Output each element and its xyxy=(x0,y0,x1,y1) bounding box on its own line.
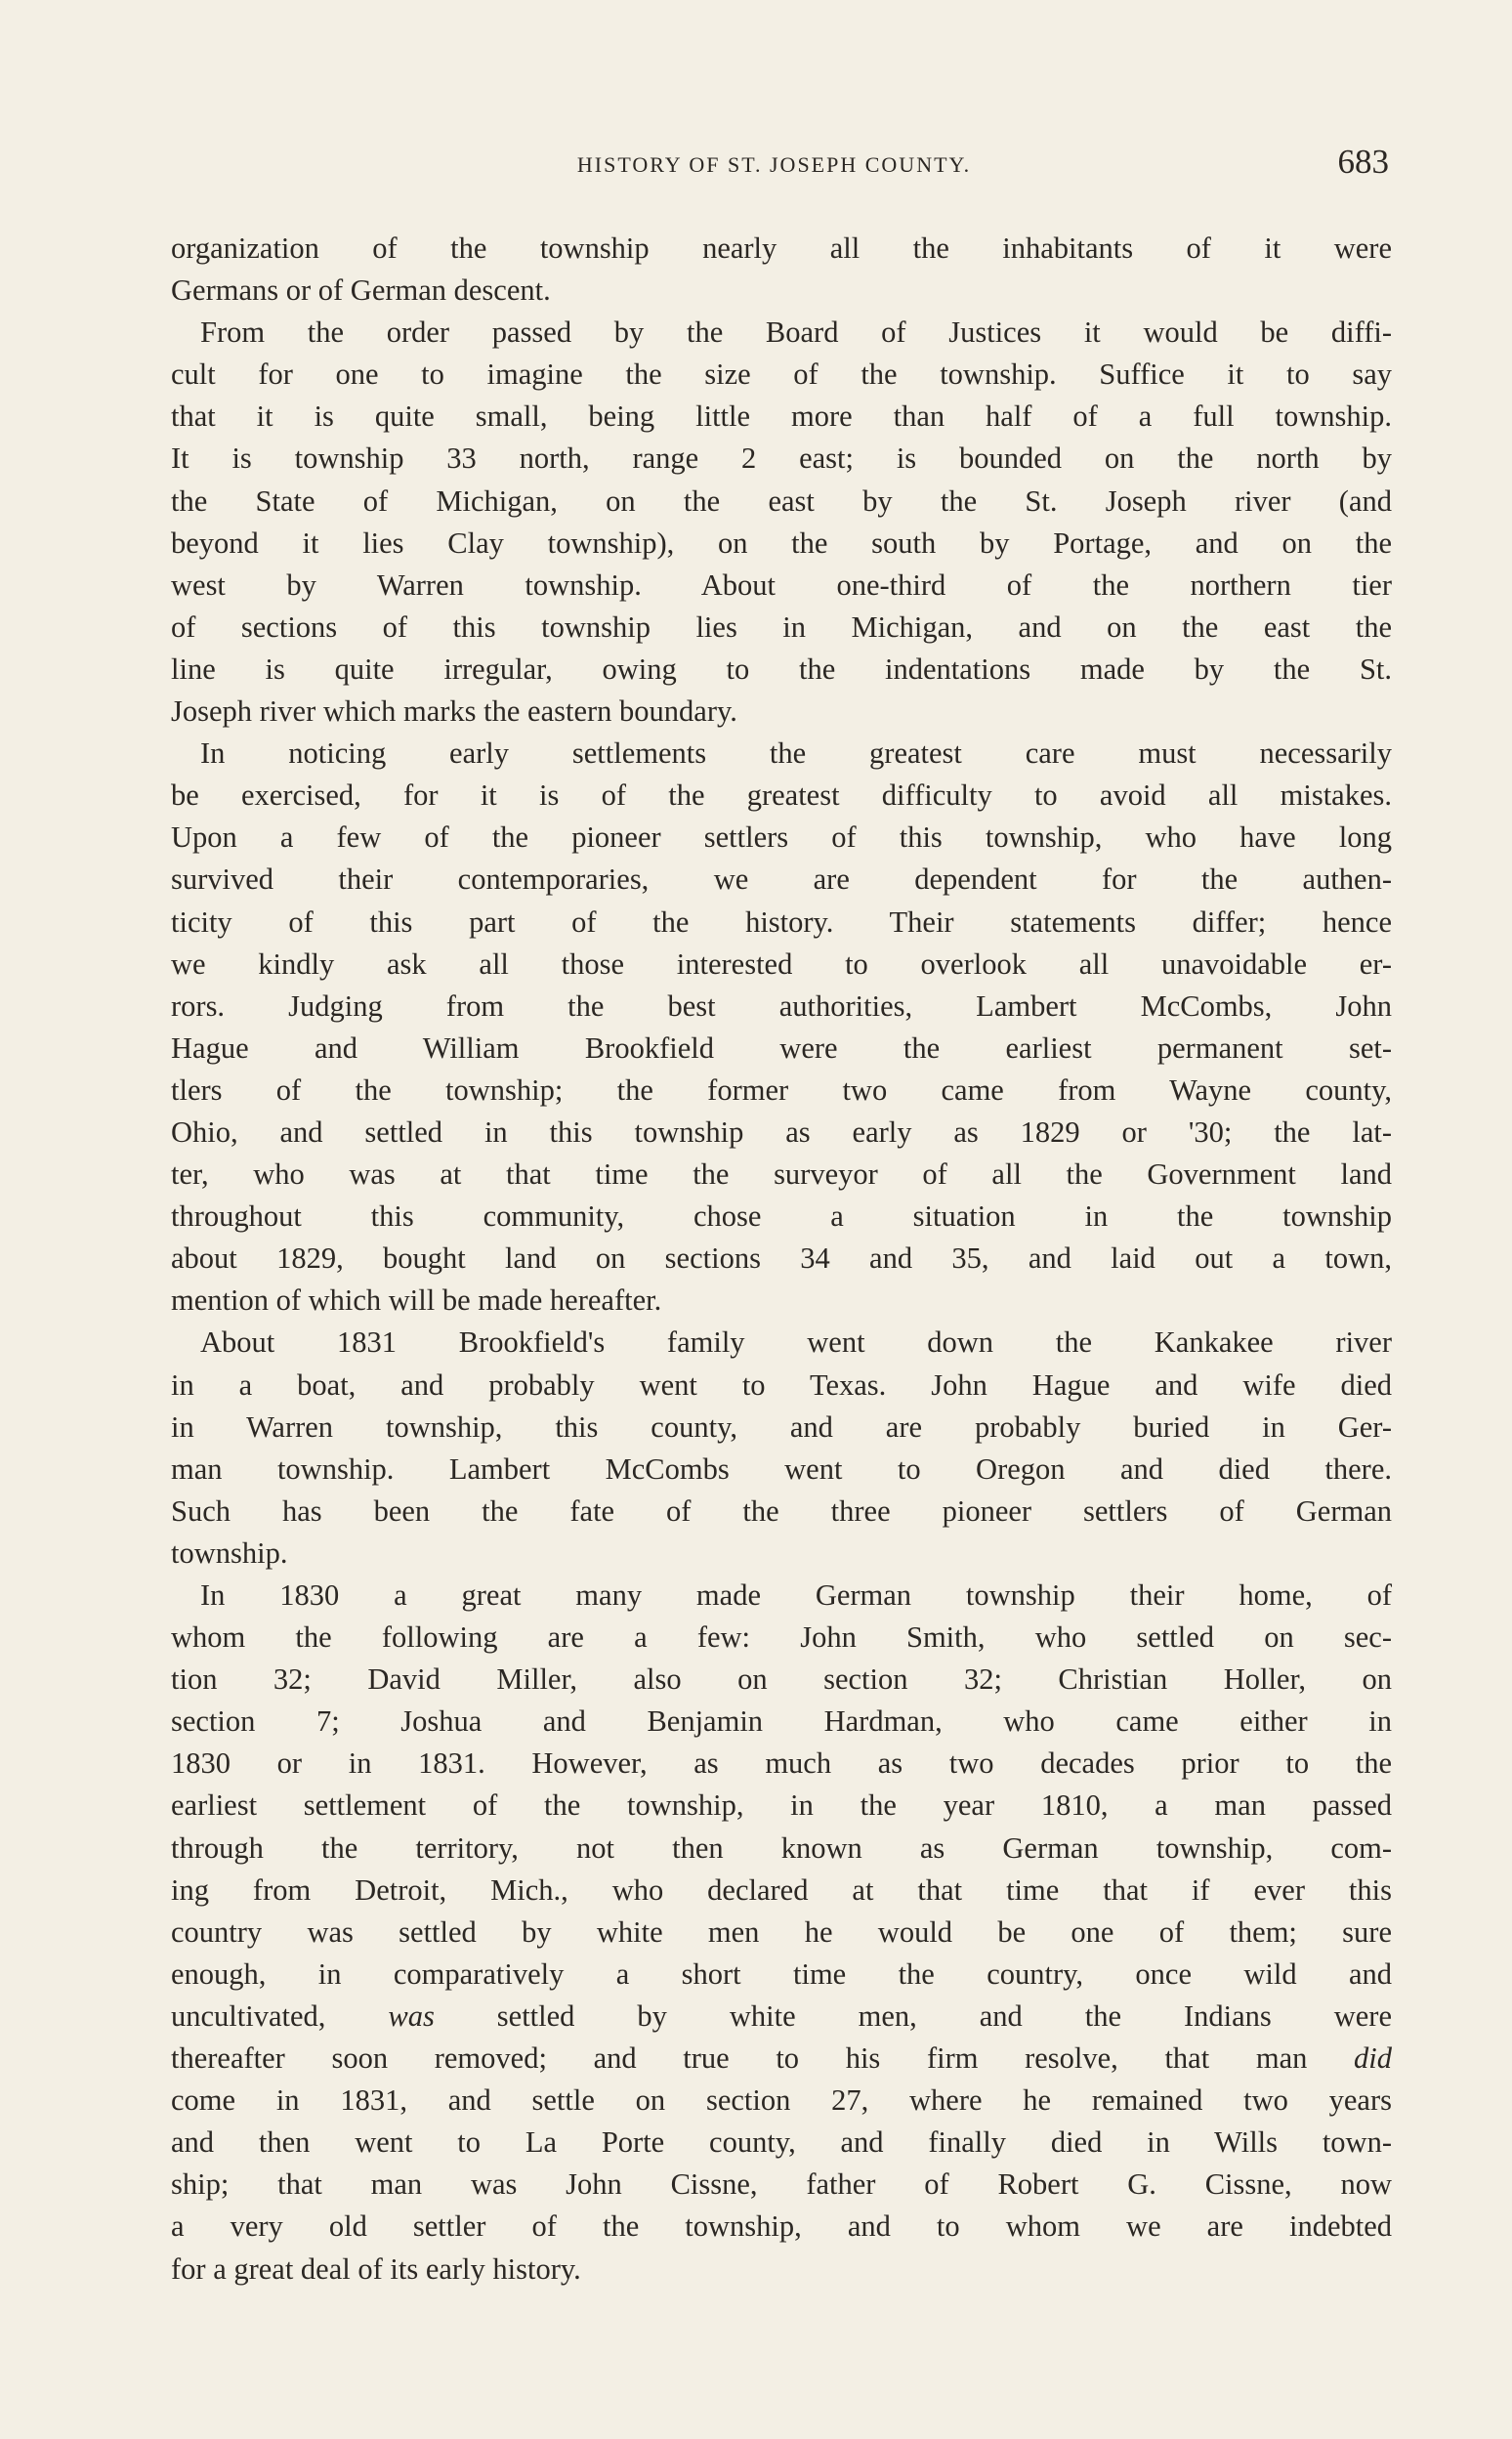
text-line: ticity of this part of the history. Their statements differ; hence xyxy=(171,904,1392,939)
text-line: Ohio, and settled in this township as early as 1829 or '30; the lat- xyxy=(171,1114,1392,1149)
text-line: for a great deal of its early history. xyxy=(171,2251,581,2286)
running-header xyxy=(0,143,1512,186)
text-line: of sections of this township lies in Michigan, and on the east the xyxy=(171,610,1392,644)
text-line: we kindly ask all those interested to overlook all unavoidable er- xyxy=(171,946,1392,981)
text-line: mention of which will be made hereafter. xyxy=(171,1283,662,1318)
text-line: Germans or of German descent. xyxy=(171,273,551,308)
text-line: country was settled by white men he would be one of them; sure xyxy=(171,1914,1392,1949)
paragraph xyxy=(171,1575,1392,2291)
running-title: HISTORY OF ST. JOSEPH COUNTY. xyxy=(576,152,972,177)
text-line: man township. Lambert McCombs went to Oregon and died there. xyxy=(171,1451,1392,1486)
paragraph xyxy=(171,228,1392,312)
text-line: Upon a few of the pioneer settlers of this township, who have long xyxy=(171,820,1392,855)
text-line: earliest settlement of the township, in the year 1810, a man passed xyxy=(171,1788,1392,1823)
text-line: cult for one to imagine the size of the township. Suffice it to say xyxy=(171,357,1392,392)
text-line: come in 1831, and settle on section 27, where he remained two years xyxy=(171,2083,1392,2118)
text-line: be exercised, for it is of the greatest difficulty to avoid all mistakes. xyxy=(171,778,1392,813)
text-line: Such has been the fate of the three pioneer settlers of German xyxy=(171,1493,1392,1528)
text-segment: settled by white men, and the Indians were xyxy=(434,1998,1392,2033)
text-line: ter, who was at that time the surveyor of all the Government land xyxy=(171,1157,1392,1192)
text-line: that it is quite small, being little more than half of a full township. xyxy=(171,399,1392,434)
paragraph xyxy=(171,733,1392,1322)
text-line: Hague and William Brookfield were the earliest permanent set- xyxy=(171,1030,1392,1065)
text-line: and then went to La Porte county, and finally died in Wills town- xyxy=(171,2125,1392,2160)
text-line: ing from Detroit, Mich., who declared at that time that if ever this xyxy=(171,1872,1392,1907)
text-line: west by Warren township. About one-third of the northern tier xyxy=(171,568,1392,602)
text-line: survived their contemporaries, we are dependent for the authen- xyxy=(171,862,1392,897)
text-line: whom the following are a few: John Smith, who settled on sec- xyxy=(171,1620,1392,1655)
text-line: township. xyxy=(171,1535,288,1570)
paragraph xyxy=(171,1322,1392,1575)
italic-word: did xyxy=(1354,2041,1392,2076)
text-line: throughout this community, chose a situation in the township xyxy=(171,1199,1392,1234)
text-line: rors. Judging from the best authorities, Lambert McCombs, John xyxy=(171,988,1392,1023)
text-line: in a boat, and probably went to Texas. John Hague and wife died xyxy=(171,1367,1392,1402)
text-line: 1830 or in 1831. However, as much as two decades prior to the xyxy=(171,1746,1392,1781)
text-line xyxy=(171,2038,1392,2080)
text-line: line is quite irregular, owing to the indentations made by the St. xyxy=(171,652,1392,686)
text-line: section 7; Joshua and Benjamin Hardman, who came either in xyxy=(171,1704,1392,1739)
text-line: In 1830 a great many made German township their home, of xyxy=(200,1578,1392,1612)
text-line: tlers of the township; the former two came from Wayne county, xyxy=(171,1072,1392,1107)
body-text xyxy=(171,228,1392,2291)
text-line: beyond it lies Clay township), on the south by Portage, and on the xyxy=(171,526,1392,560)
text-segment: uncultivated, xyxy=(171,1998,389,2033)
paragraph xyxy=(171,312,1392,733)
text-line: In noticing early settlements the greatest care must necessarily xyxy=(200,736,1392,771)
text-line: It is township 33 north, range 2 east; is bounded on the north by xyxy=(171,442,1392,476)
text-line: ship; that man was John Cissne, father of Robert G. Cissne, now xyxy=(171,2167,1392,2202)
text-line: About 1831 Brookfield's family went down the Kankakee river xyxy=(200,1325,1392,1360)
text-line: a very old settler of the township, and to whom we are indebted xyxy=(171,2209,1392,2244)
text-line xyxy=(171,1996,1392,2038)
text-line: through the territory, not then known as German township, com- xyxy=(171,1830,1392,1865)
text-line: tion 32; David Miller, also on section 32; Christian Holler, on xyxy=(171,1662,1392,1697)
text-line: Joseph river which marks the eastern boundary. xyxy=(171,694,737,729)
text-line: in Warren township, this county, and are probably buried in Ger- xyxy=(171,1409,1392,1444)
text-line: enough, in comparatively a short time the country, once wild and xyxy=(171,1956,1392,1991)
text-line: about 1829, bought land on sections 34 and 35, and laid out a town, xyxy=(171,1241,1392,1276)
text-line: organization of the township nearly all the inhabitants of it were xyxy=(171,231,1392,265)
page-number: 683 xyxy=(1337,143,1389,181)
text-line: the State of Michigan, on the east by the St. Joseph river (and xyxy=(171,484,1392,518)
text-segment: thereafter soon removed; and true to his firm resolve, that man xyxy=(171,2041,1355,2076)
italic-word: was xyxy=(388,1998,435,2033)
text-line: From the order passed by the Board of Justices it would be diffi- xyxy=(200,315,1392,350)
